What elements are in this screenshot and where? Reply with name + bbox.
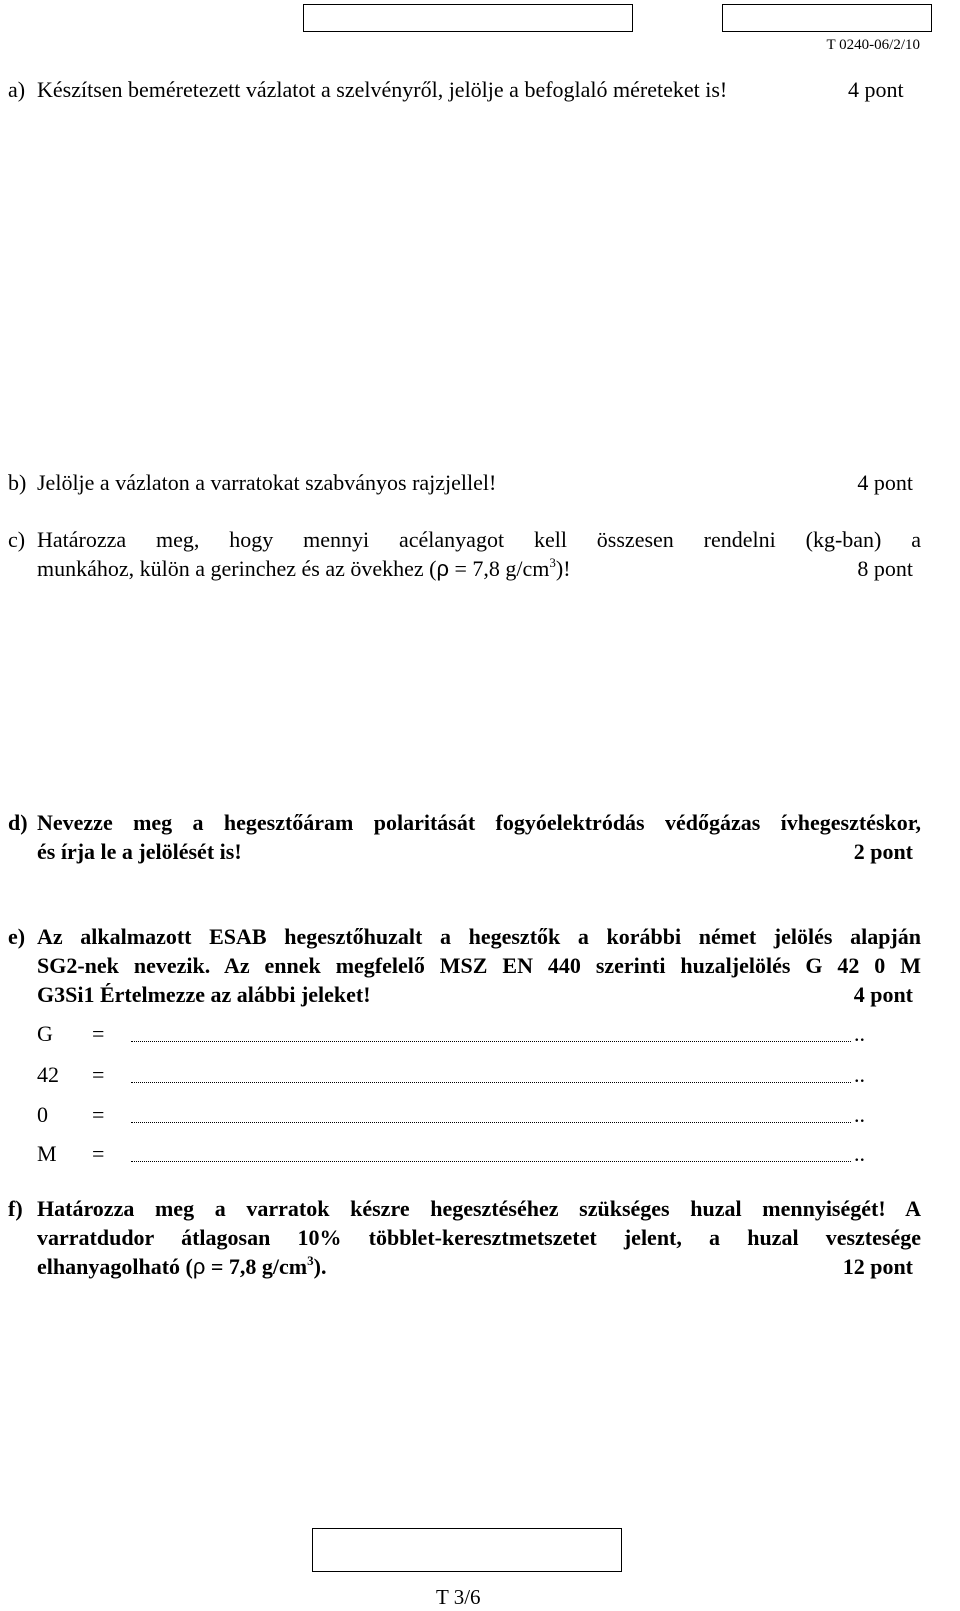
answer-equals: = xyxy=(92,1021,105,1046)
question-c-line1: Határozza meg, hogy mennyi acélanyagot kell összesen rendelni (kg-ban) a xyxy=(37,527,921,552)
question-f-line1: Határozza meg a varratok készre hegesztéséhez szükséges huzal mennyiségét! A xyxy=(37,1196,921,1221)
question-e-points: 4 pont xyxy=(853,982,913,1007)
answer-dotted-line[interactable] xyxy=(131,1068,851,1083)
header-box-right xyxy=(722,4,932,32)
question-d-label: d) xyxy=(8,810,28,835)
answer-symbol: 42 xyxy=(37,1062,59,1087)
question-e-line3: G3Si1 Értelmezze az alábbi jeleket! xyxy=(37,982,371,1007)
question-d-line2: és írja le a jelölését is! xyxy=(37,839,242,864)
answer-dotted-line[interactable] xyxy=(131,1147,851,1162)
question-f-line2: varratdudor átlagosan 10% többlet-keresztmetszetet jelent, a huzal vesztesége xyxy=(37,1225,921,1250)
header-box-left xyxy=(303,4,633,32)
page-number: T 3/6 xyxy=(436,1585,481,1609)
answer-dotted-line[interactable] xyxy=(131,1027,851,1042)
question-c-line2 xyxy=(37,555,571,581)
footer-box xyxy=(312,1528,622,1572)
question-b-label: b) xyxy=(8,470,27,495)
question-b-text: Jelölje a vázlaton a varratokat szabványos rajzjellel! xyxy=(37,470,497,495)
answer-equals: = xyxy=(92,1062,105,1087)
document-code: T 0240-06/2/10 xyxy=(826,37,920,53)
rho-symbol: ρ xyxy=(436,556,450,581)
question-c-points: 8 pont xyxy=(857,556,913,581)
question-e-line1: Az alkalmazott ESAB hegesztőhuzalt a hegesztők a korábbi német jelölés alapján xyxy=(37,924,921,949)
question-f-line3-post: ). xyxy=(313,1254,327,1279)
question-c-line2-pre: munkához, külön a gerinchez és az övekhez ( xyxy=(37,556,437,581)
answer-dots-end: .. xyxy=(854,1102,865,1127)
question-e-label: e) xyxy=(8,924,26,949)
answer-dots-end: .. xyxy=(854,1062,865,1087)
question-f-line3-pre: elhanyagolható ( xyxy=(37,1254,193,1279)
question-b-points: 4 pont xyxy=(857,470,913,495)
question-d-line1: Nevezze meg a hegesztőáram polaritását fogyóelektródás védőgázas ívhegesztéskor, xyxy=(37,810,921,835)
question-d-points: 2 pont xyxy=(853,839,913,864)
question-a-label: a) xyxy=(8,77,26,102)
answer-dots-end: .. xyxy=(854,1141,865,1166)
answer-dots-end: .. xyxy=(854,1021,865,1046)
question-a-points: 4 pont xyxy=(848,77,904,102)
question-f-points: 12 pont xyxy=(842,1254,913,1279)
answer-symbol: G xyxy=(37,1021,53,1046)
question-c-line2-mid: = 7,8 g/cm xyxy=(449,556,550,581)
question-c-line2-post: )! xyxy=(555,556,571,581)
rho-symbol: ρ xyxy=(192,1254,206,1279)
answer-symbol: M xyxy=(37,1141,57,1166)
exponent: 3 xyxy=(307,1253,314,1268)
exponent: 3 xyxy=(549,555,556,570)
question-f-line3-mid: = 7,8 g/cm xyxy=(205,1254,308,1279)
answer-dotted-line[interactable] xyxy=(131,1108,851,1123)
answer-symbol: 0 xyxy=(37,1102,48,1127)
question-f-line3 xyxy=(37,1253,327,1279)
answer-equals: = xyxy=(92,1141,105,1166)
answer-equals: = xyxy=(92,1102,105,1127)
question-f-label: f) xyxy=(8,1196,23,1221)
question-e-line2: SG2-nek nevezik. Az ennek megfelelő MSZ EN 440 szerinti huzaljelölés G 42 0 M xyxy=(37,953,921,978)
question-a-text: Készítsen beméretezett vázlatot a szelvényről, jelölje a befoglaló méreteket is! xyxy=(37,77,728,102)
question-c-label: c) xyxy=(8,527,26,552)
